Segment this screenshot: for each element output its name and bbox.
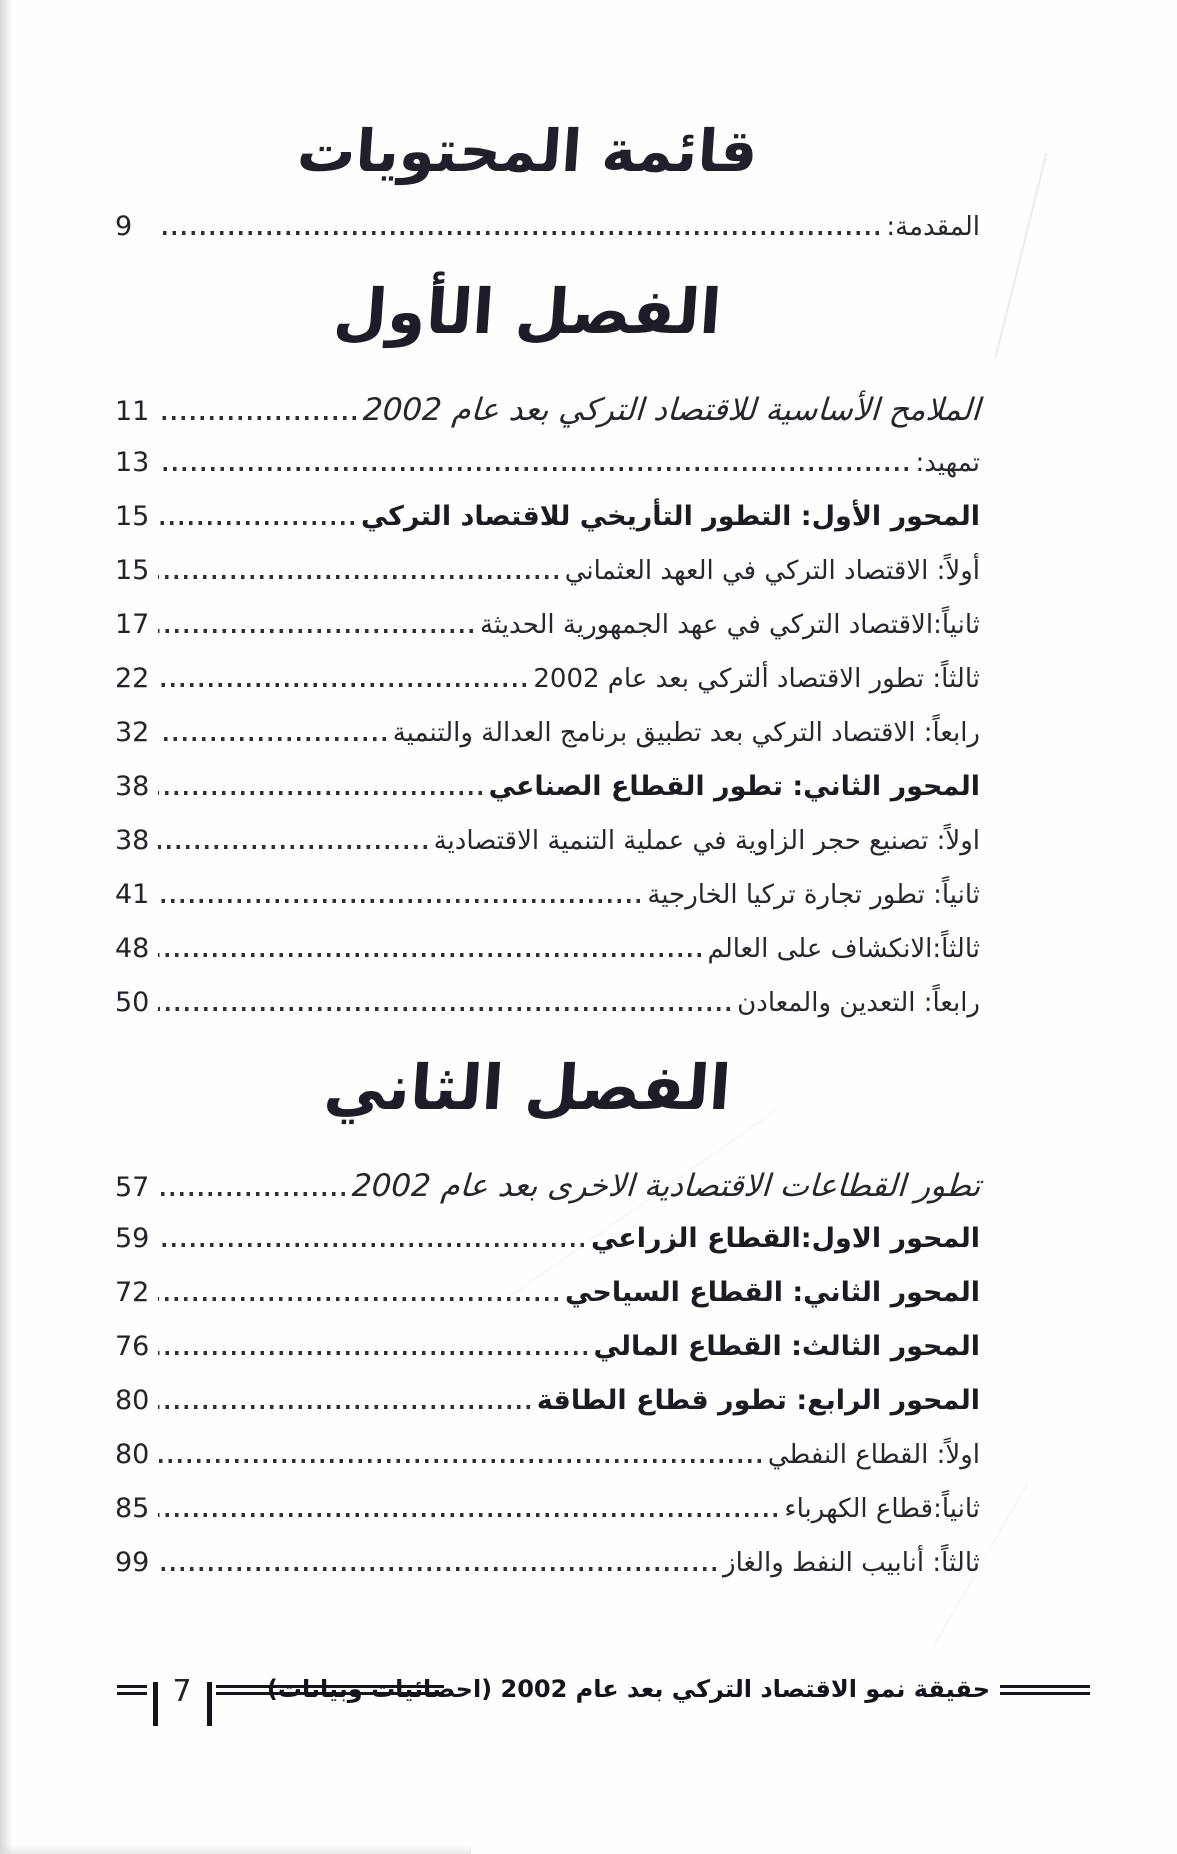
dot-leader: [158, 683, 526, 687]
toc-entry-label: المحور الثاني: تطور القطاع الصناعي: [488, 771, 980, 802]
toc-entry: [115, 502, 980, 532]
footer-rule-right: [1000, 1685, 1090, 1695]
toc-entry-label: اولاً: القطاع النفطي: [767, 1440, 980, 1470]
toc-entry-page: 15: [115, 555, 150, 586]
toc-entry-label: ثالثاً:الانكشاف على العالم: [707, 934, 980, 964]
toc-entry-page: 17: [115, 609, 150, 640]
toc-entry-page: 48: [115, 933, 150, 964]
toc-entry-page: 22: [115, 663, 150, 694]
footer-tick-left: [153, 1682, 158, 1726]
toc-entry-label: ثالثاً: أنابيب النفط والغاز: [723, 1548, 980, 1578]
chapters: [115, 266, 980, 1578]
toc-entry-label: رابعاً: الاقتصاد التركي بعد تطبيق برنامج العدالة والتنمية: [392, 718, 980, 748]
toc-entry-label: أولاً: الاقتصاد التركي في العهد العثماني: [564, 556, 980, 586]
toc-entry: [115, 1386, 980, 1416]
toc-entry-page: 80: [115, 1439, 150, 1470]
toc-entry-page: 99: [115, 1547, 150, 1578]
chapter-heading: الفصل الأول: [331, 275, 724, 348]
toc-entry-label: ثالثاً: تطور الاقتصاد ألتركي بعد عام 2002: [533, 664, 980, 694]
dot-leader: [158, 1192, 345, 1196]
dot-leader: [158, 1007, 730, 1011]
toc-entry-page: 15: [115, 501, 150, 532]
toc-entry-page: 38: [115, 771, 150, 802]
toc-entry-label: المحور الاول:القطاع الزراعي: [590, 1223, 980, 1254]
toc-entry-page: 32: [115, 717, 150, 748]
toc-entry: [115, 1224, 980, 1254]
toc-entry: [115, 556, 980, 586]
dot-leader: [158, 737, 386, 741]
footer-book-title: حقيقة نمو الاقتصاد التركي بعد عام 2002 (احصائيات وبيانات): [266, 1675, 990, 1703]
toc-entry-page: 13: [115, 447, 150, 478]
toc-content: [115, 0, 980, 1602]
footer-tick-right: [207, 1682, 212, 1726]
toc-entry-label: المقدمة:: [886, 212, 980, 242]
dot-leader: [158, 791, 482, 795]
dot-leader: [158, 521, 354, 525]
dot-leader: [158, 845, 427, 849]
toc-title: قائمة المحتويات: [295, 117, 760, 185]
toc-entry: [115, 610, 980, 640]
toc-entry: [115, 988, 980, 1018]
dot-leader: [158, 1459, 761, 1463]
toc-entry: [115, 664, 980, 694]
toc-entry-page: 11: [115, 396, 150, 427]
toc-entry: [115, 934, 980, 964]
toc-entry-page: 50: [115, 987, 150, 1018]
toc-entry: [115, 772, 980, 802]
page-edge-shadow: [0, 0, 14, 1854]
dot-leader: [158, 953, 701, 957]
dot-leader: [158, 231, 879, 235]
toc-entry-page: 59: [115, 1223, 150, 1254]
toc-entry: [115, 826, 980, 856]
toc-entry-page: 80: [115, 1385, 150, 1416]
toc-entry-label: الملامح الأساسية للاقتصاد التركي بعد عام 2002: [361, 392, 981, 428]
toc-entry-label: المحور الثالث: القطاع المالي: [593, 1331, 980, 1362]
toc-entry-page: 57: [115, 1172, 150, 1203]
toc-entry-label: اولاً: تصنيع حجر الزاوية في عملية التنمية الاقتصادية: [433, 826, 980, 856]
dot-leader: [158, 467, 908, 471]
toc-entry: [115, 1278, 980, 1308]
toc-entry-page: 72: [115, 1277, 150, 1308]
toc-entry-label: ثانياً:قطاع الكهرباء: [784, 1494, 980, 1524]
toc-entry-page: 85: [115, 1493, 150, 1524]
toc-entry-label: ثانياً:الاقتصاد التركي في عهد الجمهورية الحديثة: [480, 610, 980, 640]
toc-entry: [115, 718, 980, 748]
paper-crease: [995, 153, 1048, 357]
toc-entry: [115, 880, 980, 910]
toc-entry-label: المحور الرابع: تطور قطاع الطاقة: [536, 1385, 980, 1416]
dot-leader: [158, 1351, 587, 1355]
footer-page-number: 7: [172, 1674, 192, 1709]
toc-entry: [115, 1168, 980, 1206]
toc-entry: [115, 1332, 980, 1362]
toc-entry-label: تمهيد:: [915, 448, 980, 478]
toc-entry-label: رابعاً: التعدين والمعادن: [737, 988, 980, 1018]
toc-entry: [115, 1548, 980, 1578]
toc-entry-page: 76: [115, 1331, 150, 1362]
page-footer: [115, 1668, 1090, 1732]
dot-leader: [158, 1567, 716, 1571]
toc-entry-page: 41: [115, 879, 150, 910]
footer-rule-left-outer: [117, 1685, 147, 1695]
toc-entry: [115, 448, 980, 478]
toc-entry-page: 38: [115, 825, 150, 856]
dot-leader: [158, 1405, 530, 1409]
dot-leader: [158, 1513, 777, 1517]
toc-entry-page: 9: [115, 211, 133, 242]
toc-entry: [115, 1440, 980, 1470]
toc-entry-label: ثانياً: تطور تجارة تركيا الخارجية: [647, 880, 980, 910]
toc-entry-label: المحور الأول: التطور التأريخي للاقتصاد التركي: [360, 501, 980, 532]
dot-leader: [158, 1243, 584, 1247]
dot-leader: [158, 899, 640, 903]
toc-entry: [115, 212, 980, 242]
toc-entry: [115, 1494, 980, 1524]
dot-leader: [158, 1297, 558, 1301]
toc-entry-label: تطور القطاعات الاقتصادية الاخرى بعد عام 2002: [350, 1168, 981, 1204]
dot-leader: [158, 416, 356, 420]
dot-leader: [158, 629, 473, 633]
page-bottom-shadow: [0, 1844, 471, 1854]
chapter-heading: الفصل الثاني: [321, 1051, 734, 1124]
toc-entry-label: المحور الثاني: القطاع السياحي: [565, 1277, 980, 1308]
dot-leader: [158, 575, 558, 579]
toc-entry: [115, 392, 980, 430]
